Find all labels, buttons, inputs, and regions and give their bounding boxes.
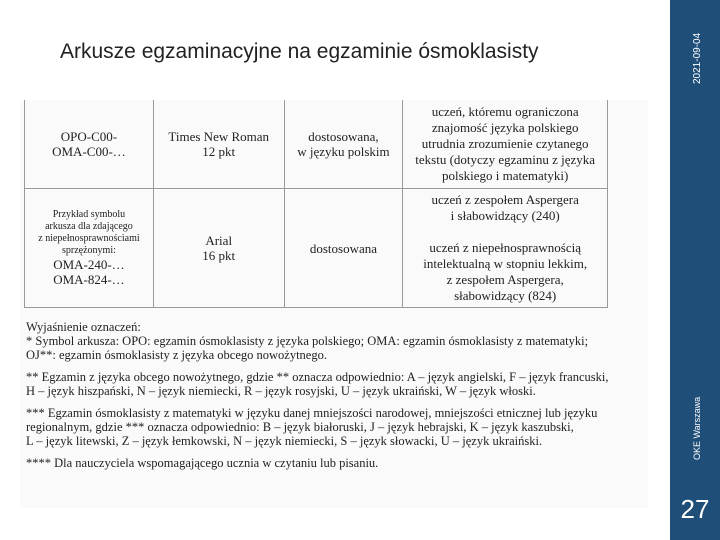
notes-block — [26, 370, 646, 398]
description-line: z zespołem Aspergera, — [446, 272, 564, 287]
font-cell — [153, 189, 284, 308]
code-cell — [25, 189, 154, 308]
notes-block — [26, 456, 646, 470]
note-line: L – język litewski, Z – język łemkowski, N – język niemiecki, S – język słowacki, U – język ukraiński. — [26, 434, 543, 448]
type-line: w języku polskim — [297, 144, 390, 159]
code-line: Przykład symbolu — [52, 209, 126, 220]
note-line: **** Dla nauczyciela wspomagającego ucznia w czytaniu lub pisaniu. — [26, 456, 379, 470]
description-line: tekstu (dotyczy egzaminu z języka — [415, 152, 596, 167]
notes-heading: Wyjaśnienie oznaczeń: — [26, 320, 141, 334]
type-line: dostosowana — [309, 240, 378, 256]
note-line: regionalnym, gdzie *** oznacza odpowiednio: B – język białoruski, J – język hebrajski, K – język kaszubski, — [26, 420, 574, 434]
description-line: intelektualną w stopniu lekkim, — [423, 256, 588, 271]
code-line: OMA-824-… — [53, 272, 125, 287]
description-line: uczeń z niepełnosprawnością — [429, 240, 581, 255]
note-line: *** Egzamin ósmoklasisty z matematyki w języku danej mniejszości narodowej, mniejszości etnicznej lub języku — [26, 406, 598, 420]
font-line: 16 pkt — [202, 248, 236, 263]
code-line: OMA-C00-… — [52, 144, 126, 159]
table-row — [25, 189, 608, 308]
description-line: uczeń z zespołem Aspergera — [431, 192, 579, 207]
table-row — [25, 100, 608, 189]
font-cell — [153, 100, 284, 189]
code-line: z niepełnosprawnościami — [38, 233, 140, 244]
code-line: arkusza dla zdającego — [45, 221, 133, 232]
font-line: Times New Roman — [168, 129, 270, 144]
note-line: H – język hiszpański, N – język niemiecki, R – język rosyjski, U – język ukraiński, W – język włoski. — [26, 384, 536, 398]
note-line: * Symbol arkusza: OPO: egzamin ósmoklasisty z języka polskiego; OMA: egzamin ósmoklasisty z matematyki; — [26, 334, 589, 348]
type-cell — [284, 100, 403, 189]
code-line: OPO-C00- — [60, 129, 118, 144]
description-line: utrudnia zrozumienie czytanego — [421, 136, 589, 151]
description-line: i słabowidzący (240) — [450, 208, 560, 223]
document-image — [20, 100, 648, 508]
description-line: polskiego i matematyki) — [441, 168, 569, 183]
slide-title: Arkusze egzaminacyjne na egzaminie ósmoklasisty — [60, 40, 539, 63]
organization-label: OKE Warszawa — [692, 396, 702, 460]
type-line: dostosowana, — [308, 129, 379, 144]
code-line: OMA-240-… — [53, 257, 125, 272]
notes-section — [26, 320, 646, 478]
note-line: ** Egzamin z języka obcego nowożytnego, gdzie ** oznacza odpowiednio: A – język angielski, F – język francuski, — [26, 370, 609, 384]
description-cell — [403, 189, 608, 308]
font-line: Arial — [205, 233, 233, 248]
code-line: sprzężonymi: — [62, 245, 116, 256]
code-cell — [25, 100, 154, 189]
exam-codes-table — [24, 100, 608, 308]
type-cell — [284, 189, 403, 308]
description-cell — [403, 100, 608, 189]
page-number: 27 — [680, 494, 710, 524]
font-line: 12 pkt — [202, 144, 236, 159]
notes-block — [26, 406, 646, 448]
description-line: znajomość języka polskiego — [431, 120, 579, 135]
description-line: uczeń, któremu ograniczona — [431, 104, 579, 119]
description-line: słabowidzący (824) — [454, 288, 557, 303]
slide-date: 2021-09-04 — [692, 32, 703, 84]
description-line — [407, 224, 603, 240]
note-line: OJ**: egzamin ósmoklasisty z języka obcego nowożytnego. — [26, 348, 327, 362]
notes-block — [26, 320, 646, 362]
